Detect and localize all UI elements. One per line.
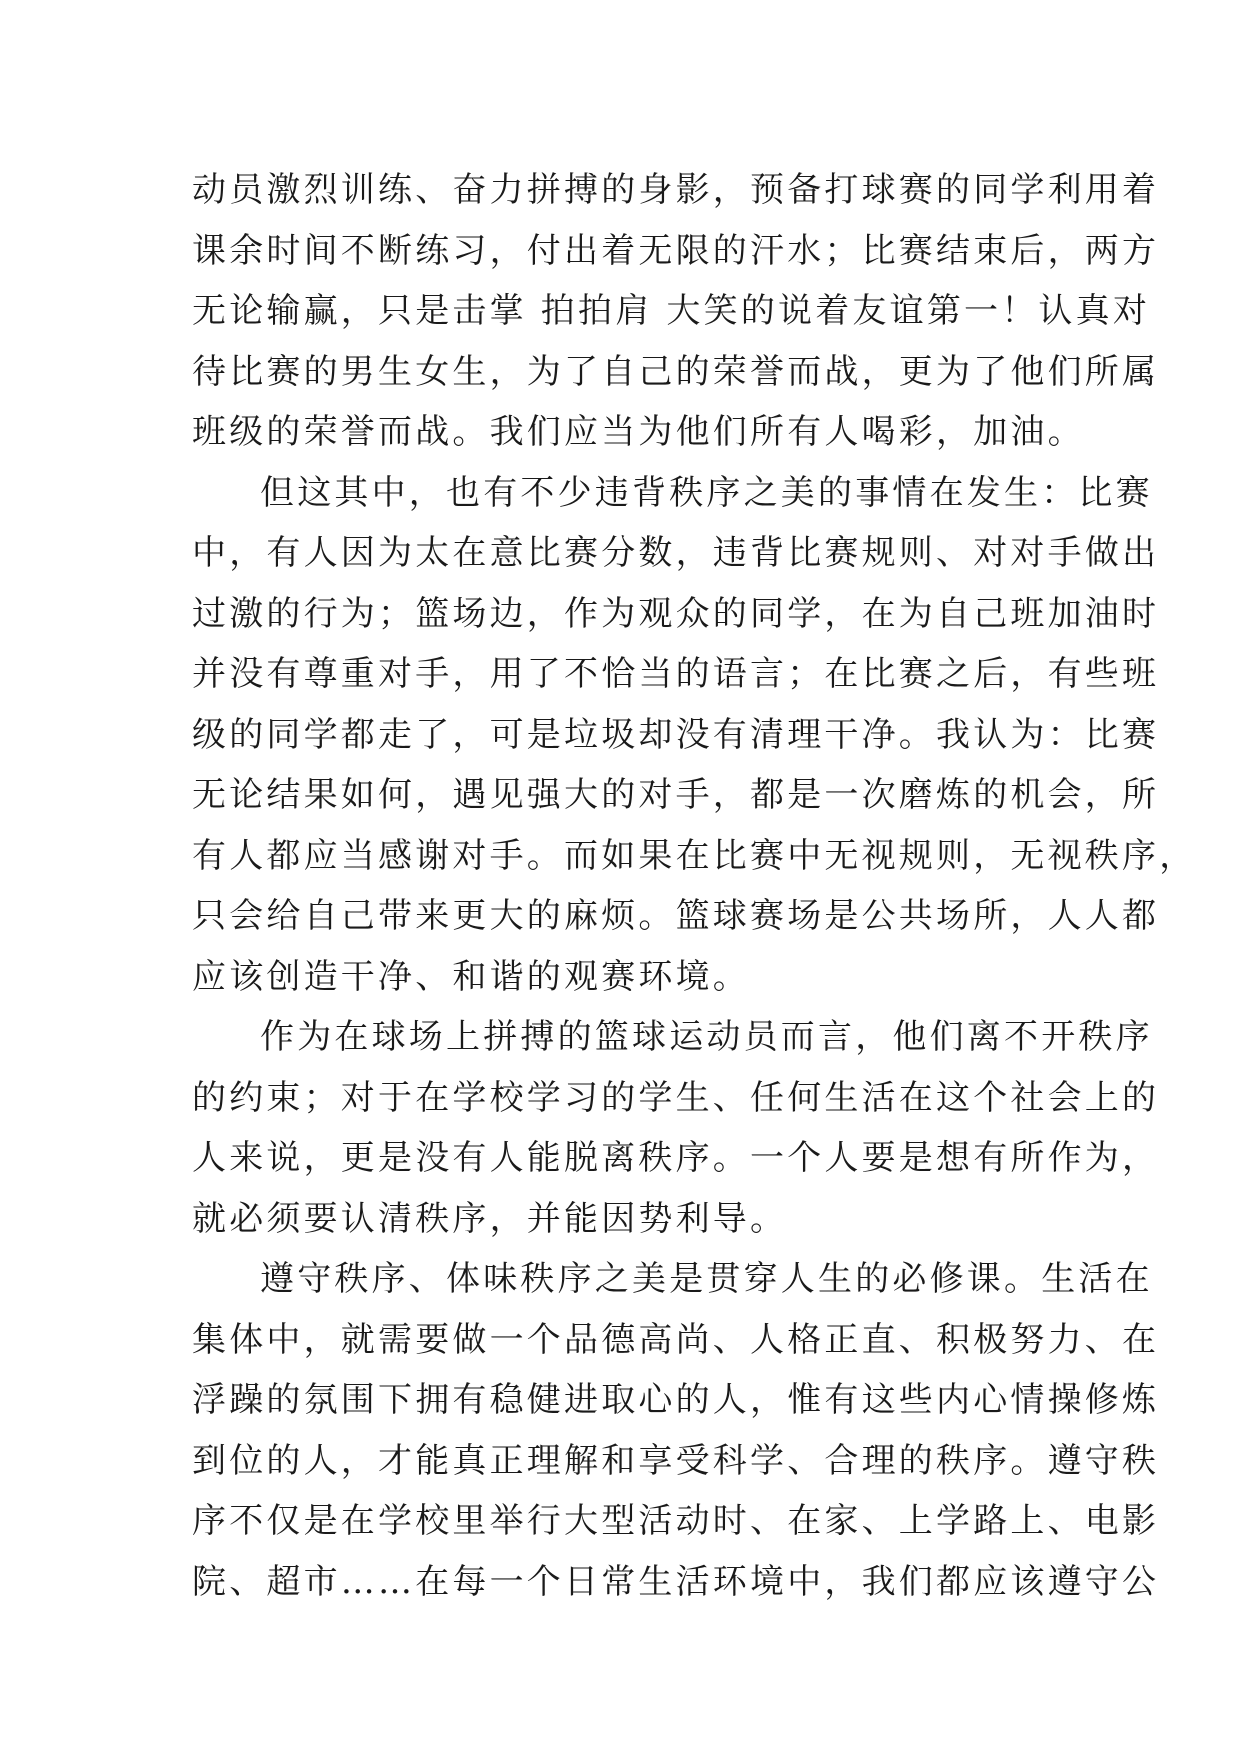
text-line: 院、超市……在每一个日常生活环境中，我们都应该遵守公 [192, 1561, 1160, 1602]
text-line: 就必须要认清秩序，并能因势利导。 [192, 1198, 788, 1239]
text-line: 无论输赢，只是击掌 拍拍肩 大笑的说着友谊第一！认真对 [192, 291, 1151, 331]
paragraph-start-line: 但这其中，也有不少违背秩序之美的事情在发生：比赛 [260, 472, 1153, 513]
text-line: 有人都应当感谢对手。而如果在比赛中无视规则，无视秩序， [192, 835, 1197, 876]
text-line: 只会给自己带来更大的麻烦。篮球赛场是公共场所，人人都 [192, 896, 1160, 936]
text-line: 浮躁的氛围下拥有稳健进取心的人，惟有这些内心情操修炼 [192, 1380, 1160, 1420]
text-line: 中，有人因为太在意比赛分数，违背比赛规则、对对手做出 [192, 533, 1160, 573]
document-body [192, 160, 1197, 1612]
text-line: 的约束；对于在学校学习的学生、任何生活在这个社会上的 [192, 1077, 1160, 1118]
text-line: 到位的人，才能真正理解和享受科学、合理的秩序。遵守秩 [192, 1440, 1160, 1481]
text-line: 应该创造干净、和谐的观赛环境。 [192, 956, 750, 997]
text-line: 待比赛的男生女生，为了自己的荣誉而战，更为了他们所属 [192, 351, 1160, 392]
text-line: 动员激烈训练、奋力拼搏的身影，预备打球赛的同学利用着 [192, 170, 1160, 210]
text-line: 班级的荣誉而战。我们应当为他们所有人喝彩，加油。 [192, 412, 1085, 452]
text-line: 无论结果如何，遇见强大的对手，都是一次磨炼的机会，所 [192, 775, 1160, 815]
text-line: 人来说，更是没有人能脱离秩序。一个人要是想有所作为， [192, 1138, 1160, 1178]
paragraph-start-line: 作为在球场上拼搏的篮球运动员而言，他们离不开秩序 [260, 1017, 1153, 1057]
text-line: 并没有尊重对手，用了不恰当的语言；在比赛之后，有些班 [192, 654, 1160, 694]
text-line: 级的同学都走了，可是垃圾却没有清理干净。我认为：比赛 [192, 714, 1160, 755]
paragraph-start-line: 遵守秩序、体味秩序之美是贯穿人生的必修课。生活在 [260, 1259, 1153, 1299]
text-line: 课余时间不断练习，付出着无限的汗水；比赛结束后，两方 [192, 230, 1160, 271]
text-line: 过激的行为；篮场边，作为观众的同学，在为自己班加油时 [192, 593, 1160, 634]
text-line: 序不仅是在学校里举行大型活动时、在家、上学路上、电影 [192, 1501, 1160, 1541]
text-line: 集体中，就需要做一个品德高尚、人格正直、积极努力、在 [192, 1319, 1160, 1360]
